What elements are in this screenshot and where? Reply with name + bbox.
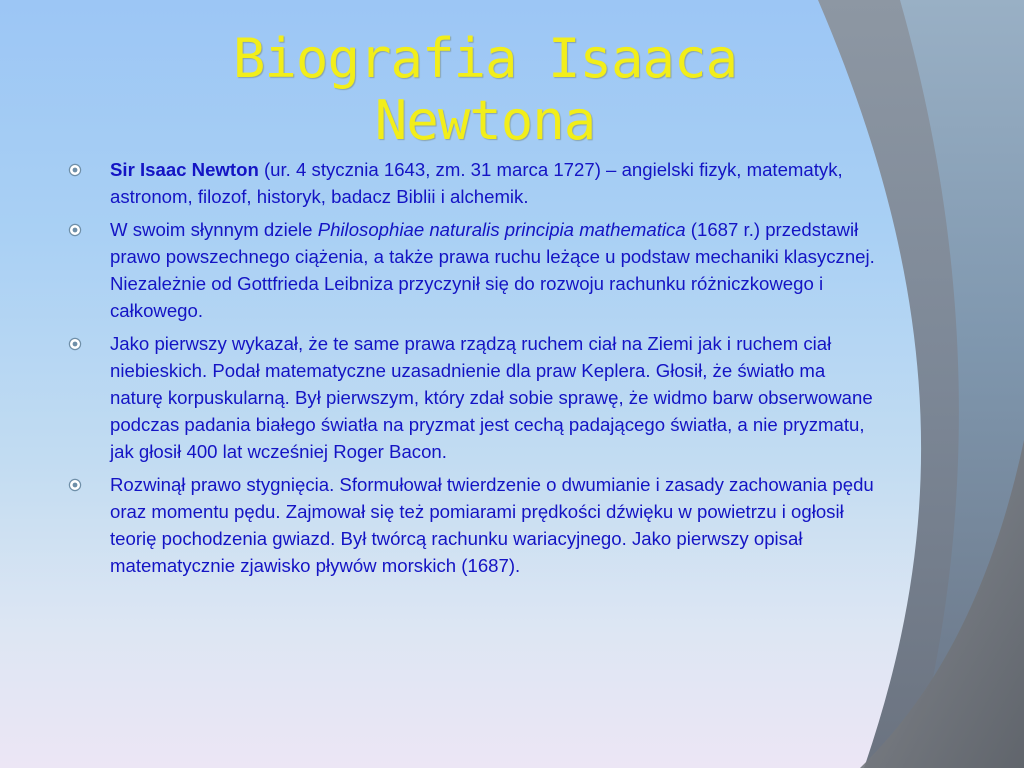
slide-title	[60, 28, 910, 152]
bullet-item	[68, 156, 880, 210]
title-line-1: Biografia Isaaca	[232, 27, 738, 90]
bullet-item	[68, 216, 880, 324]
bullet-item	[68, 471, 880, 579]
bullet-text: Rozwinął prawo stygnięcia. Sformułował twierdzenie o dwumianie i zasady zachowania pędu oraz momentu pędu. Zajmował się też pomiarami prędkości dźwięku w powietrzu i ogłosił teorię pochodzenia gwiazd. Był twórcą rachunku wariacyjnego. Jako pierwszy opisał matematycznie zjawisko pływów morskich (1687).	[110, 474, 874, 576]
bullet-text: (ur. 4 stycznia 1643, zm. 31 marca 1727) – angielski fizyk, matematyk, astronom, filozof, historyk, badacz Biblii i alchemik.	[110, 159, 843, 207]
bullet-bold-text: Sir Isaac Newton	[110, 159, 259, 180]
bullet-text: W swoim słynnym dziele	[110, 219, 318, 240]
circle-dot-bullet-icon	[68, 478, 82, 492]
bullet-text: Jako pierwszy wykazał, że te same prawa rządzą ruchem ciał na Ziemi jak i ruchem ciał niebieskich. Podał matematyczne uzasadnienie dla praw Keplera. Głosił, że światło ma naturę korpuskularną. Był pierwszym, który zdał sobie sprawę, że widmo barw obserwowane podczas padania białego światła na pryzmat jest cechą padającego światła, a nie pryzmatu, jak głosił 400 lat wcześniej Roger Bacon.	[110, 333, 873, 462]
circle-dot-bullet-icon	[68, 163, 82, 177]
bullet-text: (1687 r.) przedstawił prawo powszechnego ciążenia, a także prawa ruchu leżące u podstaw mechaniki klasycznej. Niezależnie od Gottfrieda Leibniza przyczynił się do rozwoju rachunku różniczkowego i całkowego.	[110, 219, 875, 321]
circle-dot-bullet-icon	[68, 223, 82, 237]
bullet-italic-text: Philosophiae naturalis principia mathematica	[317, 219, 686, 240]
circle-dot-bullet-icon	[68, 337, 82, 351]
bullet-item	[68, 330, 880, 465]
bullet-list	[68, 156, 880, 585]
title-line-2: Newtona	[374, 89, 596, 152]
